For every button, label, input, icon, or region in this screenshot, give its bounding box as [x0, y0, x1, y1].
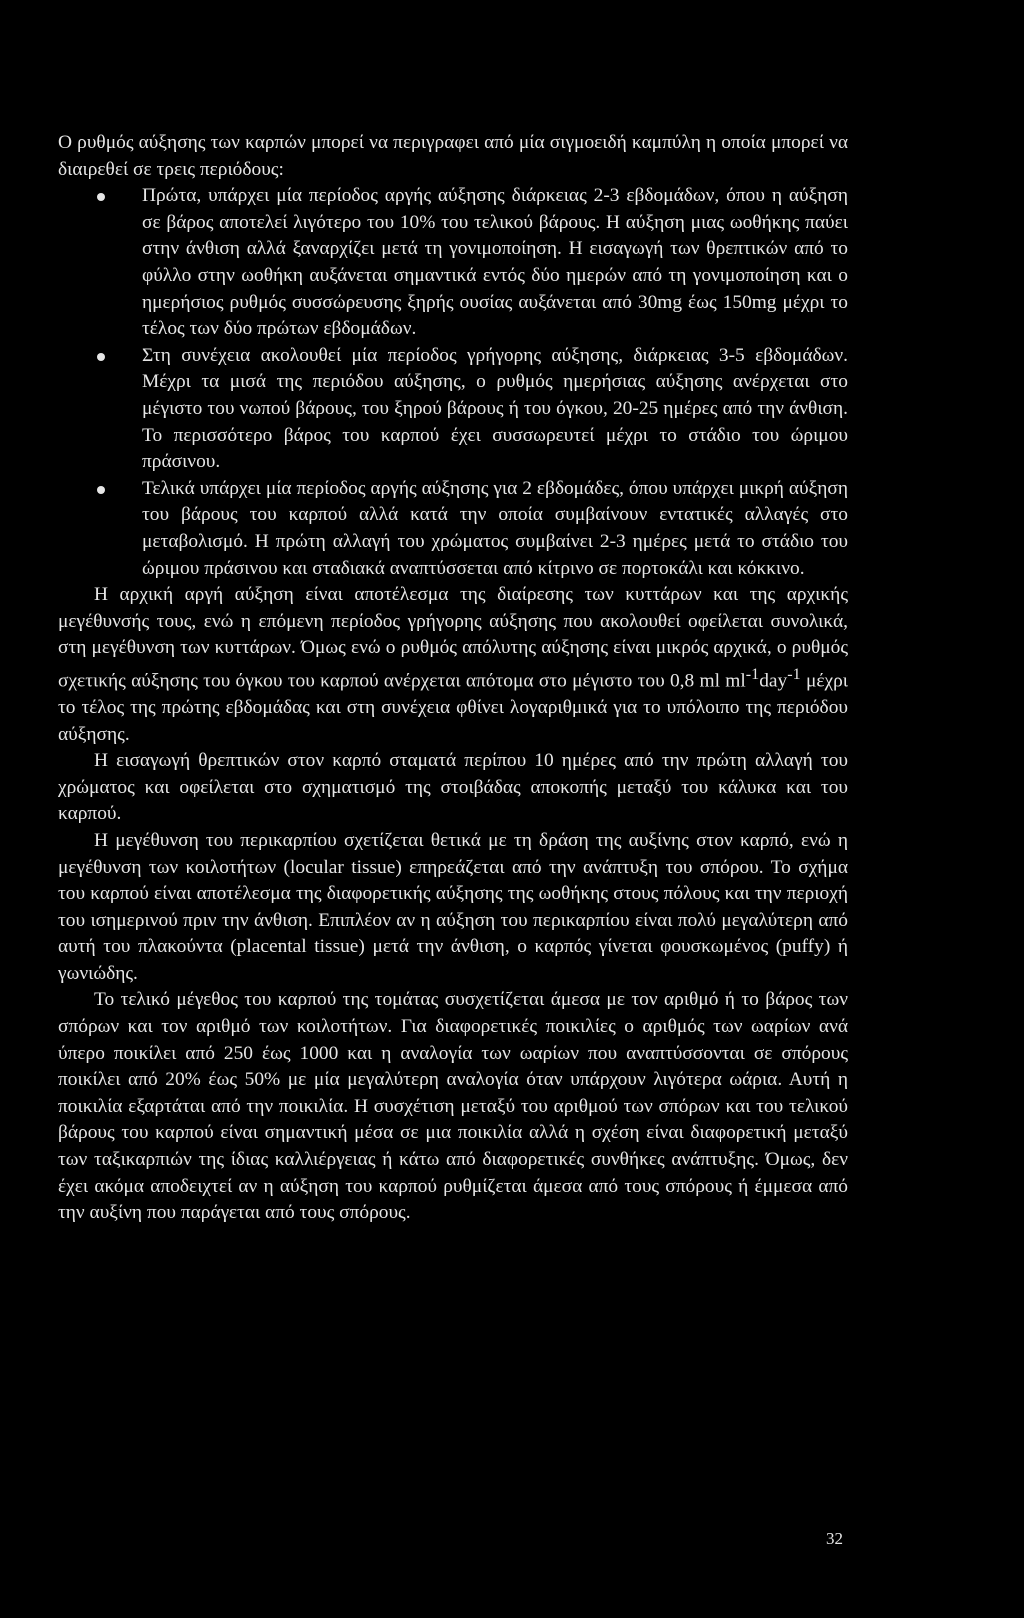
- pericarp-paragraph: Η μεγέθυνση του περικαρπίου σχετίζεται θετικά με τη δράση της αυξίνης στον καρπό, ενώ η μεγέθυνση των κοιλοτήτων (locular tissue) επηρεάζεται από την ανάπτυξη του σπόρου. Το σχήμα του καρπού είναι αποτέλεσμα της διαφορετικής αύξησης της ωοθήκης στους πόλους και την περιοχή του ισημερινού πριν την άνθιση. Επιπλέον αν η αύξηση του περικαρπίου είναι πολύ μεγαλύτερη από αυτή του πλακούντα (placental tissue) μετά την άνθιση, ο καρπός γίνεται φουσκωμένος (puffy) ή γωνιώδης.: [58, 829, 848, 984]
- list-item-text: Τελικά υπάρχει μία περίοδος αργής αύξησης για 2 εβδομάδες, όπου υπάρχει μικρή αύξηση του βάρους του καρπού αλλά κατά την οποία συμβαίνουν εντατικές αλλαγές στο μεταβολισμό. Η πρώτη αλλαγή του χρώματος συμβαίνει 2-3 ημέρες μετά το στάδιο του ώριμου πράσινου και σταδιακά αναπτύσσεται από κίτρινο σε πορτοκάλι και κόκκινο.: [142, 477, 848, 579]
- bullet-icon: [97, 353, 105, 361]
- bullet-icon: [97, 486, 105, 494]
- list-item: [58, 183, 848, 343]
- nutrients-paragraph: Η εισαγωγή θρεπτικών στον καρπό σταματά περίπου 10 ημέρες από την πρώτη αλλαγή του χρώματος και οφείλεται στο σχηματισμό της στοιβάδας αποκοπής μεταξύ του κάλυκα και του καρπού.: [58, 750, 848, 825]
- list-item-text: Πρώτα, υπάρχει μία περίοδος αργής αύξησης διάρκειας 2-3 εβδομάδων, όπου η αύξηση σε βάρος αποτελεί λιγότερο του 10% του τελικού βάρους. Η αύξηση μιας ωοθήκης παύει στην άνθιση αλλά ξαναρχίζει μετά τη γονιμοποίηση. Η εισαγωγή των θρεπτικών από το φύλλο στην ωοθήκη αυξάνεται σημαντικά εντός δύο ημερών από τη γονιμοποίηση και ο ημερήσιος ρυθμός συσσώρευσης ξηρής ουσίας αυξάνεται από 30mg έως 150mg μέχρι το τέλος των δύο πρώτων εβδομάδων.: [142, 185, 848, 340]
- unit-day: day: [759, 670, 788, 692]
- list-item: [58, 343, 848, 476]
- growth-rate-text-end: μέχρι το τέλος της πρώτης εβδομάδας και στη συνέχεια φθίνει λογαριθμικά για το υπόλοιπο της περιόδου αύξησης.: [58, 670, 848, 745]
- growth-periods-list: [58, 183, 848, 582]
- page-number: 32: [826, 1529, 843, 1548]
- growth-rate-paragraph: [58, 582, 848, 748]
- unit-exponent: -1: [787, 665, 801, 683]
- growth-rate-text-start: Η αρχική αργή αύξηση είναι αποτέλεσμα της διαίρεσης των κυττάρων και της αρχικής μεγέθυνσής τους, ενώ η επόμενη περίοδος γρήγορης αύξησης που ακολουθεί οφείλεται συνολικά, στη μεγέθυνση των κυττάρων. Όμως ενώ ο ρυθμός απόλυτης αύξησης είναι μικρός αρχικά, ο ρυθμός σχετικής αύξησης του όγκου του καρπού ανέρχεται απότομα στο μέγιστο του 0,8 ml ml: [58, 584, 848, 692]
- fruit-size-paragraph: Το τελικό μέγεθος του καρπού της τομάτας συσχετίζεται άμεσα με τον αριθμό ή το βάρος των σπόρων και τον αριθμό των κοιλοτήτων. Για διαφορετικές ποικιλίες ο αριθμός των ωαρίων ανά ύπερο ποικίλει από 250 έως 1000 και η αναλογία των ωαρίων που αναπτύσσονται σε σπόρους ποικίλει από 20% έως 50% με μία μεγαλύτερη αναλογία όταν υπάρχουν λιγότερα ωάρια. Αυτή η ποικιλία εξαρτάται από την ποικιλία. Η συσχέτιση μεταξύ του αριθμού των σπόρων και του τελικού βάρους του καρπού είναι σημαντική μέσα σε μια ποικιλία αλλά η σχέση είναι διαφορετική μεταξύ των ταξικαρπιών της ίδιας καλλιέργειας ή κάτω από διαφορετικές συνθήκες ανάπτυξης. Όμως, δεν έχει ακόμα αποδειχτεί αν η αύξηση του καρπού ρυθμίζεται άμεσα από τους σπόρους ή έμμεσα από την αυξίνη που παράγεται από τους σπόρους.: [58, 989, 848, 1224]
- document-page: [58, 130, 848, 1227]
- intro-paragraph: Ο ρυθμός αύξησης των καρπών μπορεί να περιγραφει από μία σιγμοειδή καμπύλη η οποία μπορεί να διαιρεθεί σε τρεις περιόδους:: [58, 132, 848, 180]
- unit-exponent: -1: [745, 665, 760, 683]
- list-item: [58, 476, 848, 582]
- list-item-text: Στη συνέχεια ακολουθεί μία περίοδος γρήγορης αύξησης, διάρκειας 3-5 εβδομάδων. Μέχρι τα μισά της περιόδου αύξησης, ο ρυθμός ημερήσιας αύξησης ανέρχεται στο μέγιστο του νωπού βάρους, του ξηρού βάρους ή του όγκου, 20-25 ημέρες από την άνθιση. Το περισσότερο βάρος του καρπού έχει συσσωρευτεί μέχρι το στάδιο του ώριμου πράσινου.: [142, 344, 848, 473]
- bullet-icon: [97, 193, 105, 201]
